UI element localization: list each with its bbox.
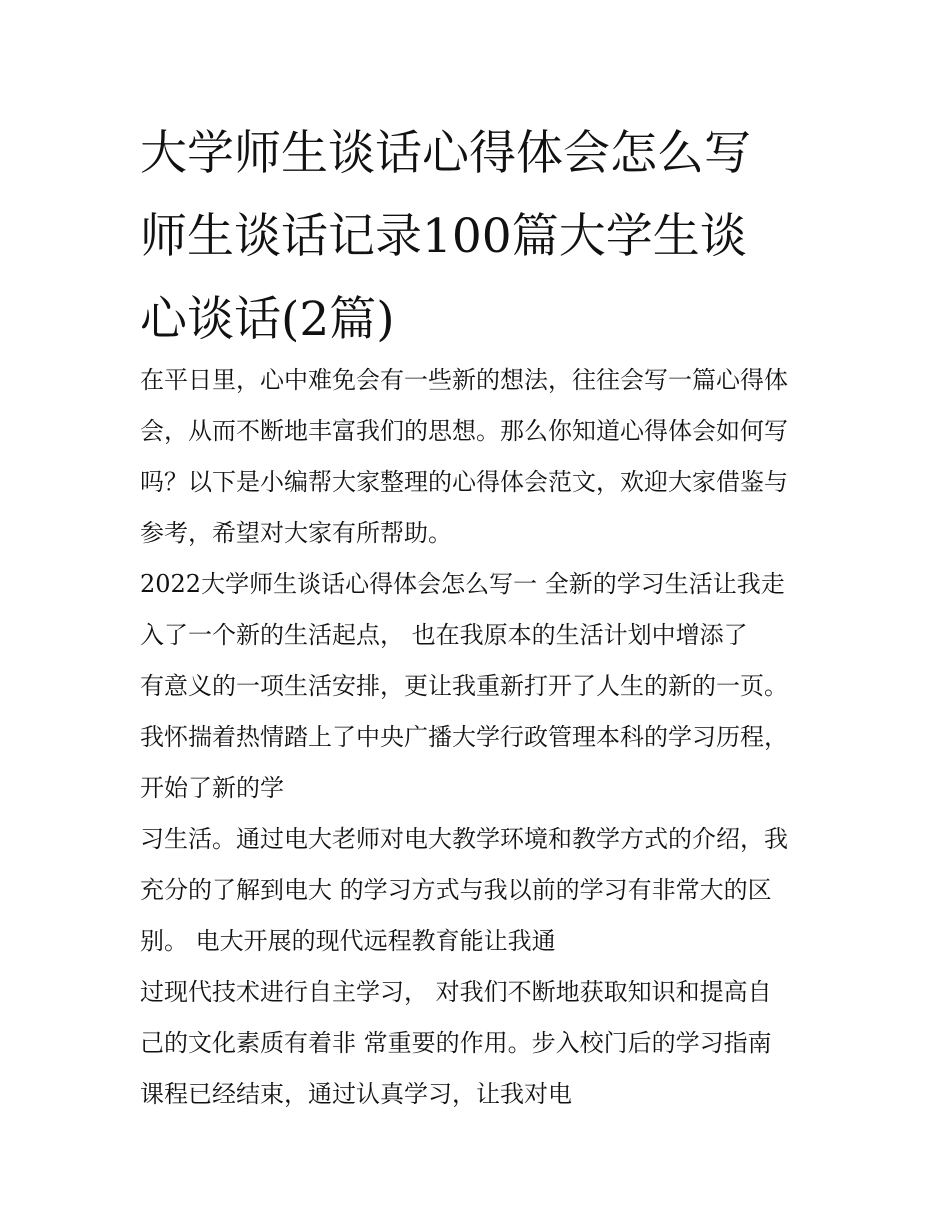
document-title [140, 112, 820, 361]
body-line: 课程已经结束，通过认真学习，让我对电 [140, 1080, 572, 1108]
title-line: 大学师生谈话心得体会怎么写 [140, 126, 751, 181]
body-line: 别。 电大开展的现代远程教育能让我通 [140, 927, 556, 955]
body-line: 吗？以下是小编帮大家整理的心得体会范文，欢迎大家借鉴与 [140, 468, 788, 496]
body-line: 会，从而不断地丰富我们的思想。那么你知道心得体会如何写 [140, 417, 788, 445]
body-line: 己的文化素质有着非 常重要的作用。步入校门后的学习指南 [140, 1029, 772, 1057]
body-line: 入了一个新的生活起点， 也在我原本的生活计划中增添了 [140, 621, 748, 649]
title-line: 心谈话(2篇) [140, 292, 395, 347]
body-line: 开始了新的学 [140, 774, 284, 802]
title-line: 师生谈话记录100篇大学生谈 [140, 209, 747, 264]
body-line: 在平日里，心中难免会有一些新的想法，往往会写一篇心得体 [140, 366, 788, 394]
body-line: 参考，希望对大家有所帮助。 [140, 519, 452, 547]
body-line: 习生活。通过电大老师对电大教学环境和教学方式的介绍，我 [140, 825, 788, 853]
body-line: 过现代技术进行自主学习， 对我们不断地获取知识和提高自 [140, 978, 772, 1006]
document-body [140, 355, 830, 1120]
body-line: 充分的了解到电大 的学习方式与我以前的学习有非常大的区 [140, 876, 772, 904]
body-line: 有意义的一项生活安排，更让我重新打开了人生的新的一页。 [140, 672, 788, 700]
body-line: 2022大学师生谈话心得体会怎么写一 全新的学习生活让我走 [140, 570, 785, 598]
body-line: 我怀揣着热情踏上了中央广播大学行政管理本科的学习历程， [140, 723, 788, 751]
